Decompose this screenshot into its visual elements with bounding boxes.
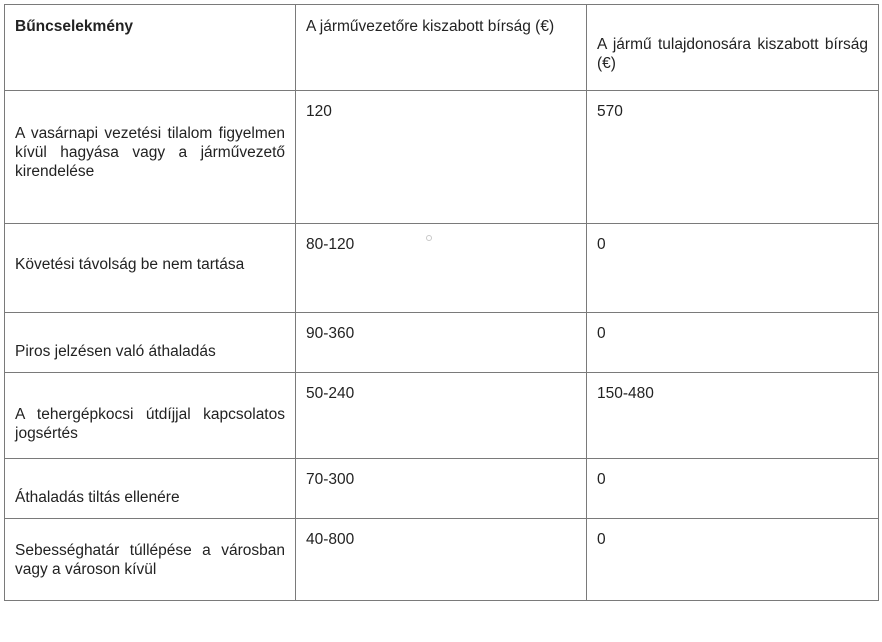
offense-cell: Áthaladás tiltás ellenére (5, 459, 296, 519)
table-row (5, 373, 879, 459)
driver-fine-cell: 80-120 (296, 224, 587, 313)
table-row (5, 91, 879, 224)
owner-fine-cell: 570 (587, 91, 879, 224)
table-header-row (5, 5, 879, 91)
driver-fine-cell: 70-300 (296, 459, 587, 519)
owner-fine-cell: 0 (587, 519, 879, 601)
table-row (5, 313, 879, 373)
offense-cell: A tehergépkocsi útdíjjal kapcsolatos jogsértés (5, 373, 296, 459)
fines-table (4, 4, 879, 601)
owner-fine-cell: 0 (587, 313, 879, 373)
header-offense: Bűncselekmény (5, 5, 296, 91)
owner-fine-cell: 150-480 (587, 373, 879, 459)
header-driver-fine: A járművezetőre kiszabott bírság (€) (296, 5, 587, 91)
owner-fine-cell: 0 (587, 224, 879, 313)
table-row (5, 224, 879, 313)
driver-fine-cell: 50-240 (296, 373, 587, 459)
offense-cell: Sebességhatár túllépése a városban vagy a városon kívül (5, 519, 296, 601)
header-owner-fine: A jármű tulajdonosára kiszabott bírság (€) (587, 5, 879, 91)
driver-fine-cell: 120 (296, 91, 587, 224)
offense-cell: Piros jelzésen való áthaladás (5, 313, 296, 373)
stray-dot-mark (426, 235, 432, 241)
offense-cell: A vasárnapi vezetési tilalom figyelmen kívül hagyása vagy a járművezető kirendelése (5, 91, 296, 224)
table-row (5, 459, 879, 519)
owner-fine-cell: 0 (587, 459, 879, 519)
driver-fine-cell: 40-800 (296, 519, 587, 601)
table-row (5, 519, 879, 601)
offense-cell: Követési távolság be nem tartása (5, 224, 296, 313)
driver-fine-cell: 90-360 (296, 313, 587, 373)
